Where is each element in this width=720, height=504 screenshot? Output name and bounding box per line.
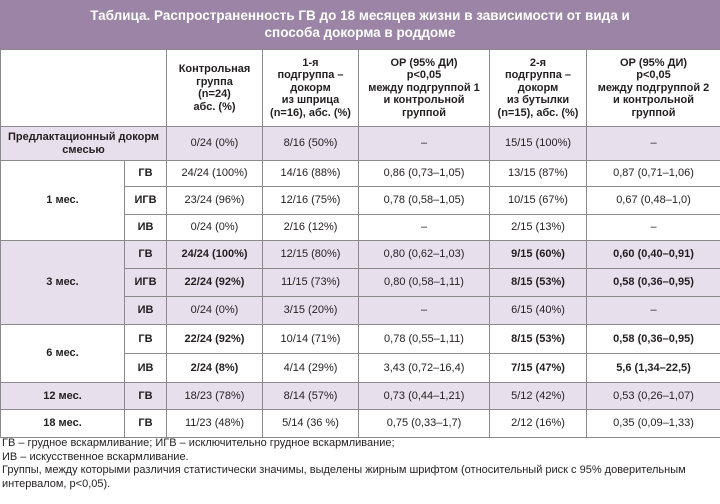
table-row [1,161,720,187]
table-row [1,241,720,269]
cell: 10/14 (71%) [263,325,359,354]
feeding-type: ГВ [125,161,167,187]
cell: 24/24 (100%) [167,241,263,269]
cell: 5,6 (1,34–22,5) [587,354,720,383]
cell: 8/15 (53%) [490,325,587,354]
cell: 3,43 (0,72–16,4) [359,354,490,383]
feeding-type: ГВ [125,410,167,438]
cell: 0,87 (0,71–1,06) [587,161,720,187]
cell: 12/16 (75%) [263,187,359,215]
row-label-3m: 3 мес. [1,241,125,325]
feeding-type: ГВ [125,325,167,354]
cell: 10/15 (67%) [490,187,587,215]
note-line-2: ИВ – искусственное вскармливание. [2,450,189,463]
cell: – [359,297,490,325]
cell: 2/24 (8%) [167,354,263,383]
cell: 0,86 (0,73–1,05) [359,161,490,187]
cell: 6/15 (40%) [490,297,587,325]
cell: 12/15 (80%) [263,241,359,269]
cell: 0,53 (0,26–1,07) [587,383,720,410]
feeding-type: ИГВ [125,269,167,297]
table-row [1,383,720,410]
cell: 2/15 (13%) [490,215,587,241]
header-empty [1,50,167,127]
cell: 8/14 (57%) [263,383,359,410]
cell: 0,78 (0,58–1,05) [359,187,490,215]
cell: 4/14 (29%) [263,354,359,383]
cell: 0,75 (0,33–1,7) [359,410,490,438]
cell: – [587,215,720,241]
row-label-12m: 12 мес. [1,383,125,410]
cell: – [359,127,490,161]
feeding-type: ГВ [125,383,167,410]
cell: 23/24 (96%) [167,187,263,215]
cell: 5/14 (36 %) [263,410,359,438]
cell: 0,35 (0,09–1,33) [587,410,720,438]
cell: 0,73 (0,44–1,21) [359,383,490,410]
cell: 0/24 (0%) [167,127,263,161]
cell: 8/15 (53%) [490,269,587,297]
cell: 8/16 (50%) [263,127,359,161]
note-line-3: Группы, между которыми различия статистически значимы, выделены жирным шрифтом (относительный риск с 95% доверительным интервалом, p<0,05). [2,464,686,490]
header-subgroup-2: 2-я подгруппа – докорм из бутылки (n=15), абс. (%) [490,50,587,127]
title-line-1: Таблица. Распространенность ГВ до 18 месяцев жизни в зависимости от вида и [90,8,630,23]
note-line-1: ГВ – грудное вскармливание; ИГВ – исключительно грудное вскармливание; [2,437,395,449]
row-label-18m: 18 мес. [1,410,125,438]
cell: 22/24 (92%) [167,325,263,354]
cell: 13/15 (87%) [490,161,587,187]
cell: 11/23 (48%) [167,410,263,438]
cell: 0,60 (0,40–0,91) [587,241,720,269]
feeding-type: ГВ [125,241,167,269]
feeding-type: ИВ [125,297,167,325]
header-or-2: ОР (95% ДИ) p<0,05 между подгруппой 2 и контрольной группой [587,50,720,127]
title-line-2: способа докорма в роддоме [264,25,456,40]
cell: 0/24 (0%) [167,297,263,325]
cell: 22/24 (92%) [167,269,263,297]
cell: 0,80 (0,62–1,03) [359,241,490,269]
cell: 3/15 (20%) [263,297,359,325]
cell: 2/12 (16%) [490,410,587,438]
cell: 7/15 (47%) [490,354,587,383]
cell: 0/24 (0%) [167,215,263,241]
row-label-6m: 6 мес. [1,325,125,383]
table-notes [2,437,718,491]
header-control: Контрольная группа (n=24) абс. (%) [167,50,263,127]
prevalence-table [0,49,720,438]
cell: 0,58 (0,36–0,95) [587,325,720,354]
cell: 0,67 (0,48–1,0) [587,187,720,215]
feeding-type: ИВ [125,354,167,383]
row-label-1m: 1 мес. [1,161,125,241]
cell: 24/24 (100%) [167,161,263,187]
cell: 2/16 (12%) [263,215,359,241]
cell: – [359,215,490,241]
cell: 0,78 (0,55–1,11) [359,325,490,354]
table-row [1,325,720,354]
cell: 14/16 (88%) [263,161,359,187]
cell: 18/23 (78%) [167,383,263,410]
cell: 0,58 (0,36–0,95) [587,269,720,297]
cell: 15/15 (100%) [490,127,587,161]
feeding-type: ИГВ [125,187,167,215]
header-or-1: ОР (95% ДИ) p<0,05 между подгруппой 1 и контрольной группой [359,50,490,127]
cell: 5/12 (42%) [490,383,587,410]
table-row [1,410,720,438]
row-label-prelact: Предлактационный докорм смесью [1,127,167,161]
header-subgroup-1: 1-я подгруппа – докорм из шприца (n=16), абс. (%) [263,50,359,127]
cell: 11/15 (73%) [263,269,359,297]
cell: – [587,297,720,325]
cell: 9/15 (60%) [490,241,587,269]
feeding-type: ИВ [125,215,167,241]
table-title [0,0,720,49]
table-row [1,127,720,161]
header-row [1,50,720,127]
cell: 0,80 (0,58–1,11) [359,269,490,297]
cell: – [587,127,720,161]
